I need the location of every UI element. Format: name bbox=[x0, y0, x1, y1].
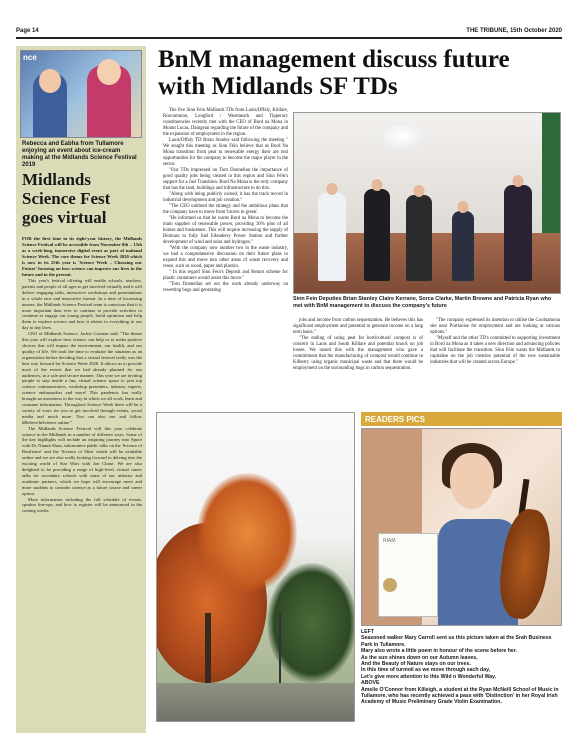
caption-line: ABOVE bbox=[361, 680, 380, 687]
article-paragraph: The five Sinn Fein Midlands TDs from Laois/Offaly, Kildare, Roscommon, Longford / Westmeath and Tipperary constituencies recently met with the CEO of Bord na Mona in Mount Lucas, Daingean regarding the future of the company and the expansion of employment in the region. bbox=[163, 108, 288, 137]
main-headline: BnM management discuss future with Midlands SF TDs bbox=[158, 46, 510, 100]
article-paragraph: "Myself and the other TD's committed to supporting investment in Bord na Mona as it takes a new direction and advancing policies that will facilitate the transition. Sinn Féin wants the Midlands to capitalise on the job creation potential of the new sustainable industries that will be created across Europe." bbox=[430, 336, 560, 365]
sidebar-paragraph: The Midlands Science Festival will this year celebrate science in the Midlands in a number of different ways. Some of the key highlights will include an inspiring journey into Space with Dr. Niamh Shaw, informative public talks on the 'Science of Resilience' and the 'Science of Slim' which will be available online and we are also really looking forward to delving into the exciting world of Star Wars with Jon Chase. We are also delighted to be providing a range of high-level, virtual career talks for secondary schools with some of our industry and academic partners, which we hope will encourage more and more students to consider science as a future course and career option. bbox=[22, 425, 142, 496]
caption-line: Let's give more attention to this Wild n Wonderful Way. bbox=[361, 673, 497, 680]
article-paragraph: Laois/Offaly TD Brian Stanley said following the meeting " We sought this meeting as Sinn Féin believe that as Bord Na Mona transition from peat to renewable energy their are real opportunities for the company to become the major player in the sector. bbox=[163, 138, 288, 167]
person-figure bbox=[318, 193, 346, 281]
sidebar-paragraph: This year's festival offering will enable schools, teachers, parents and people of all ages to get involved virtually and it will deliver engaging talks, interactive workshops and presentations in a whole new and innovative format. In a time of increasing unease, the Midlands Science Festival team is conscious that it is more important than ever to continue to provide activities to continue to engage our young people, build optimism and help them to explore science and how it relates to everything in our day to day lives. bbox=[22, 278, 142, 331]
article-paragraph: jobs and income from carbon sequestration. He believes this has significant employment and potential to generate income on a long term basis." bbox=[293, 318, 423, 335]
child-figure bbox=[87, 65, 131, 138]
caption-line: Mary also wrote a little poem in honour of the scene before her. bbox=[361, 648, 517, 655]
readers-caption bbox=[361, 629, 562, 706]
caption-line: LEFT bbox=[361, 629, 374, 635]
festival-photo-caption: Rebecca and Eabha from Tullamore enjoying an event about ice-cream making at the Midlands Science Festival 2019 bbox=[22, 141, 137, 168]
article-paragraph: "He informed us that he wants Bord na Mona to become the main supplier of renewable power, providing 30% plus of all homes and businesses. This will require increasing the supply of Biomass to fully fuel Edenderry Power Station and further development of wind and solar and hydrogen." bbox=[163, 216, 288, 245]
article-paragraph: "The CEO outlined the strategy and the ambitious plans that the company have to move from 'brown to green'. bbox=[163, 204, 288, 215]
sidebar-science-fest bbox=[16, 46, 146, 733]
article-column-3 bbox=[430, 318, 560, 412]
sidebar-lead: FOR the first time in its eight-year history, the Midlands Science Festival will be accessible from November 8th – 15th as a week-long, immersive digital event as part of national Science Week. The core theme for Science Week 2020 which is now in its 25th year is 'Science Week – Choosing our Future' focusing on how science can improve our lives in the future and in the present. bbox=[22, 236, 142, 277]
certificate-label: RIAM bbox=[383, 538, 396, 544]
certificate bbox=[378, 533, 438, 617]
page-header bbox=[16, 27, 562, 39]
caption-line: In this time of turmoil as we move through each day, bbox=[361, 667, 491, 674]
person-figure bbox=[504, 185, 532, 281]
article-paragraph: " In this regard Sinn Fein's Deposit and Return scheme for plastic containers would assist this move." bbox=[163, 270, 288, 281]
caption-line: As the sun shines down on our Autumn leaves, bbox=[361, 654, 478, 661]
violinist-photo bbox=[361, 428, 562, 626]
td-photo-caption: Sinn Fein Deputies Brian Stanley Claire Kerrane, Sorca Clarke, Martin Browne and Patricia Ryan who met with BnM management to discuss the company's future bbox=[293, 296, 552, 309]
article-paragraph: "With the company now number two in the waste industry, we had a comprehensive discussion on their future plans to expand this and move into other areas of waste recovery and reuse, such as wood, paper and plastics. bbox=[163, 246, 288, 269]
person-figure bbox=[406, 195, 432, 281]
seal-icon bbox=[383, 578, 397, 592]
article-paragraph: "Along with being publicly owned, it has the track record in industrial development and job creation." bbox=[163, 192, 288, 203]
autumn-tree-photo bbox=[156, 412, 355, 722]
article-column-1 bbox=[163, 108, 288, 408]
article-paragraph: "Our TDs impressed on Tom Donnellan the importance of good quality jobs being created in this region and Sinn Féin's support for a Just Transition. Bord Na Mona is the only company that has the land, buildings and infrastructure to do this. bbox=[163, 168, 288, 191]
td-group-photo bbox=[293, 112, 561, 294]
caption-line: Seasoned walker Mary Carroll sent us this picture taken at the Srah Business Park in Tullamore. bbox=[361, 635, 552, 648]
sidebar-title: Midlands Science Fest goes virtual bbox=[22, 170, 111, 227]
page-number: Page 14 bbox=[16, 28, 39, 34]
sidebar-paragraph: CEO of Midlands Science, Jackie Gorman said, "The theme this year will explore how science can help us to make positive choices that will impact the environment, our health, and our quality of life. We took the time to evaluate the situation as an organisation before deciding that a virtual festival really was the best way forward for Science Week 2020. It allows us to provide most of the events that we had already planned for our audiences, in a safe and secure manner. This year we are inviting people to step inside a fun, virtual science space to join top science communicators, workshop presenters, industry experts, science ambassadors and more! This pandemic has really brought an awareness to the way in which we all work, learn and consume information. Throughout Science Week there will be a variety of ways for you to get involved through events, social media and much more. You can also use and follow #BelieveInScience online." bbox=[22, 331, 142, 425]
caption-line: And the Beauty of Nature stays on our trees. bbox=[361, 661, 471, 668]
sidebar-paragraph: More information including the full schedule of events, speaker line-ups, and how to register will be announced in the coming weeks. bbox=[22, 496, 142, 514]
masthead-date: THE TRIBUNE, 15th October 2020 bbox=[466, 28, 562, 34]
article-column-2 bbox=[293, 318, 423, 412]
article-paragraph: "Tom Donnellan set out the work already underway on rewetting bogs and generating bbox=[163, 282, 288, 293]
person-figure bbox=[452, 211, 474, 281]
festival-photo bbox=[20, 50, 142, 138]
article-paragraph: "The ending of using peat for horticultural compost is of concern in Laois and South Kildare and potential knock on job losses. We raised this with the management who gave a commitment that the manufacturing of compost would continue in Kilberry using organic municipal waste and that there would be employment on the surrounding bogs in carbon sequestration. bbox=[293, 336, 423, 371]
festival-logo: nce bbox=[23, 53, 37, 62]
caption-line: Amelie O'Connor from Killeigh, a student at the Ryan McNeill School of Music in Tullamore, who has recently achieved a pass with 'Distinction' in her Royal Irish Academy of Music Preliminary Grade Violin Examination. bbox=[361, 686, 559, 706]
person-figure bbox=[364, 189, 390, 281]
child-figure bbox=[33, 73, 67, 138]
article-paragraph: "The company expressed its intention to utilise the Coolnamona site near Portlaoise for employment and are looking at various options." bbox=[430, 318, 560, 335]
sidebar-body bbox=[22, 278, 142, 514]
readers-pics-heading: READERS PICS bbox=[361, 412, 562, 426]
